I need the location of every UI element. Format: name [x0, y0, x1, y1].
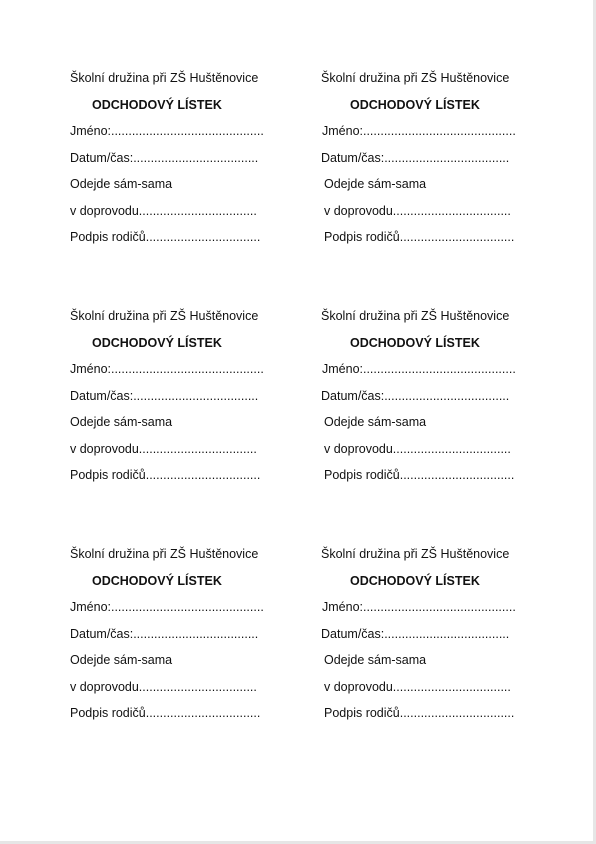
school-name: Školní družina při ZŠ Huštěnovice — [321, 547, 510, 561]
escort-line: v doprovodu.................................. — [324, 442, 511, 456]
school-name: Školní družina při ZŠ Huštěnovice — [321, 71, 510, 85]
parent-signature-line: Podpis rodičů................................. — [70, 468, 261, 482]
name-line: Jméno:............................................ — [322, 124, 516, 138]
parent-signature-line: Podpis rodičů................................. — [70, 230, 261, 244]
escort-line: v doprovodu.................................. — [70, 442, 257, 456]
parent-signature-line: Podpis rodičů................................. — [70, 706, 261, 720]
datetime-line: Datum/čas:.................................... — [70, 389, 259, 403]
leaves-alone-line: Odejde sám-sama — [324, 177, 427, 191]
escort-line: v doprovodu.................................. — [324, 680, 511, 694]
leaves-alone-line: Odejde sám-sama — [324, 415, 427, 429]
name-line: Jméno:............................................ — [70, 362, 264, 376]
slip-heading: ODCHODOVÝ LÍSTEK — [350, 98, 480, 112]
slip-heading: ODCHODOVÝ LÍSTEK — [350, 336, 480, 350]
school-name: Školní družina při ZŠ Huštěnovice — [70, 309, 259, 323]
name-line: Jméno:............................................ — [322, 600, 516, 614]
leaves-alone-line: Odejde sám-sama — [70, 415, 173, 429]
leaves-alone-line: Odejde sám-sama — [70, 177, 173, 191]
datetime-line: Datum/čas:.................................... — [70, 151, 259, 165]
escort-line: v doprovodu.................................. — [324, 204, 511, 218]
datetime-line: Datum/čas:.................................... — [321, 627, 510, 641]
slip-heading: ODCHODOVÝ LÍSTEK — [92, 574, 222, 588]
school-name: Školní družina při ZŠ Huštěnovice — [70, 547, 259, 561]
slip-heading: ODCHODOVÝ LÍSTEK — [92, 336, 222, 350]
parent-signature-line: Podpis rodičů................................. — [324, 706, 515, 720]
parent-signature-line: Podpis rodičů................................. — [324, 468, 515, 482]
datetime-line: Datum/čas:.................................... — [70, 627, 259, 641]
datetime-line: Datum/čas:.................................... — [321, 151, 510, 165]
name-line: Jméno:............................................ — [322, 362, 516, 376]
slip-heading: ODCHODOVÝ LÍSTEK — [92, 98, 222, 112]
name-line: Jméno:............................................ — [70, 600, 264, 614]
leaves-alone-line: Odejde sám-sama — [324, 653, 427, 667]
school-name: Školní družina při ZŠ Huštěnovice — [70, 71, 259, 85]
slip-heading: ODCHODOVÝ LÍSTEK — [350, 574, 480, 588]
school-name: Školní družina při ZŠ Huštěnovice — [321, 309, 510, 323]
datetime-line: Datum/čas:.................................... — [321, 389, 510, 403]
parent-signature-line: Podpis rodičů................................. — [324, 230, 515, 244]
escort-line: v doprovodu.................................. — [70, 680, 257, 694]
leaves-alone-line: Odejde sám-sama — [70, 653, 173, 667]
escort-line: v doprovodu.................................. — [70, 204, 257, 218]
name-line: Jméno:............................................ — [70, 124, 264, 138]
